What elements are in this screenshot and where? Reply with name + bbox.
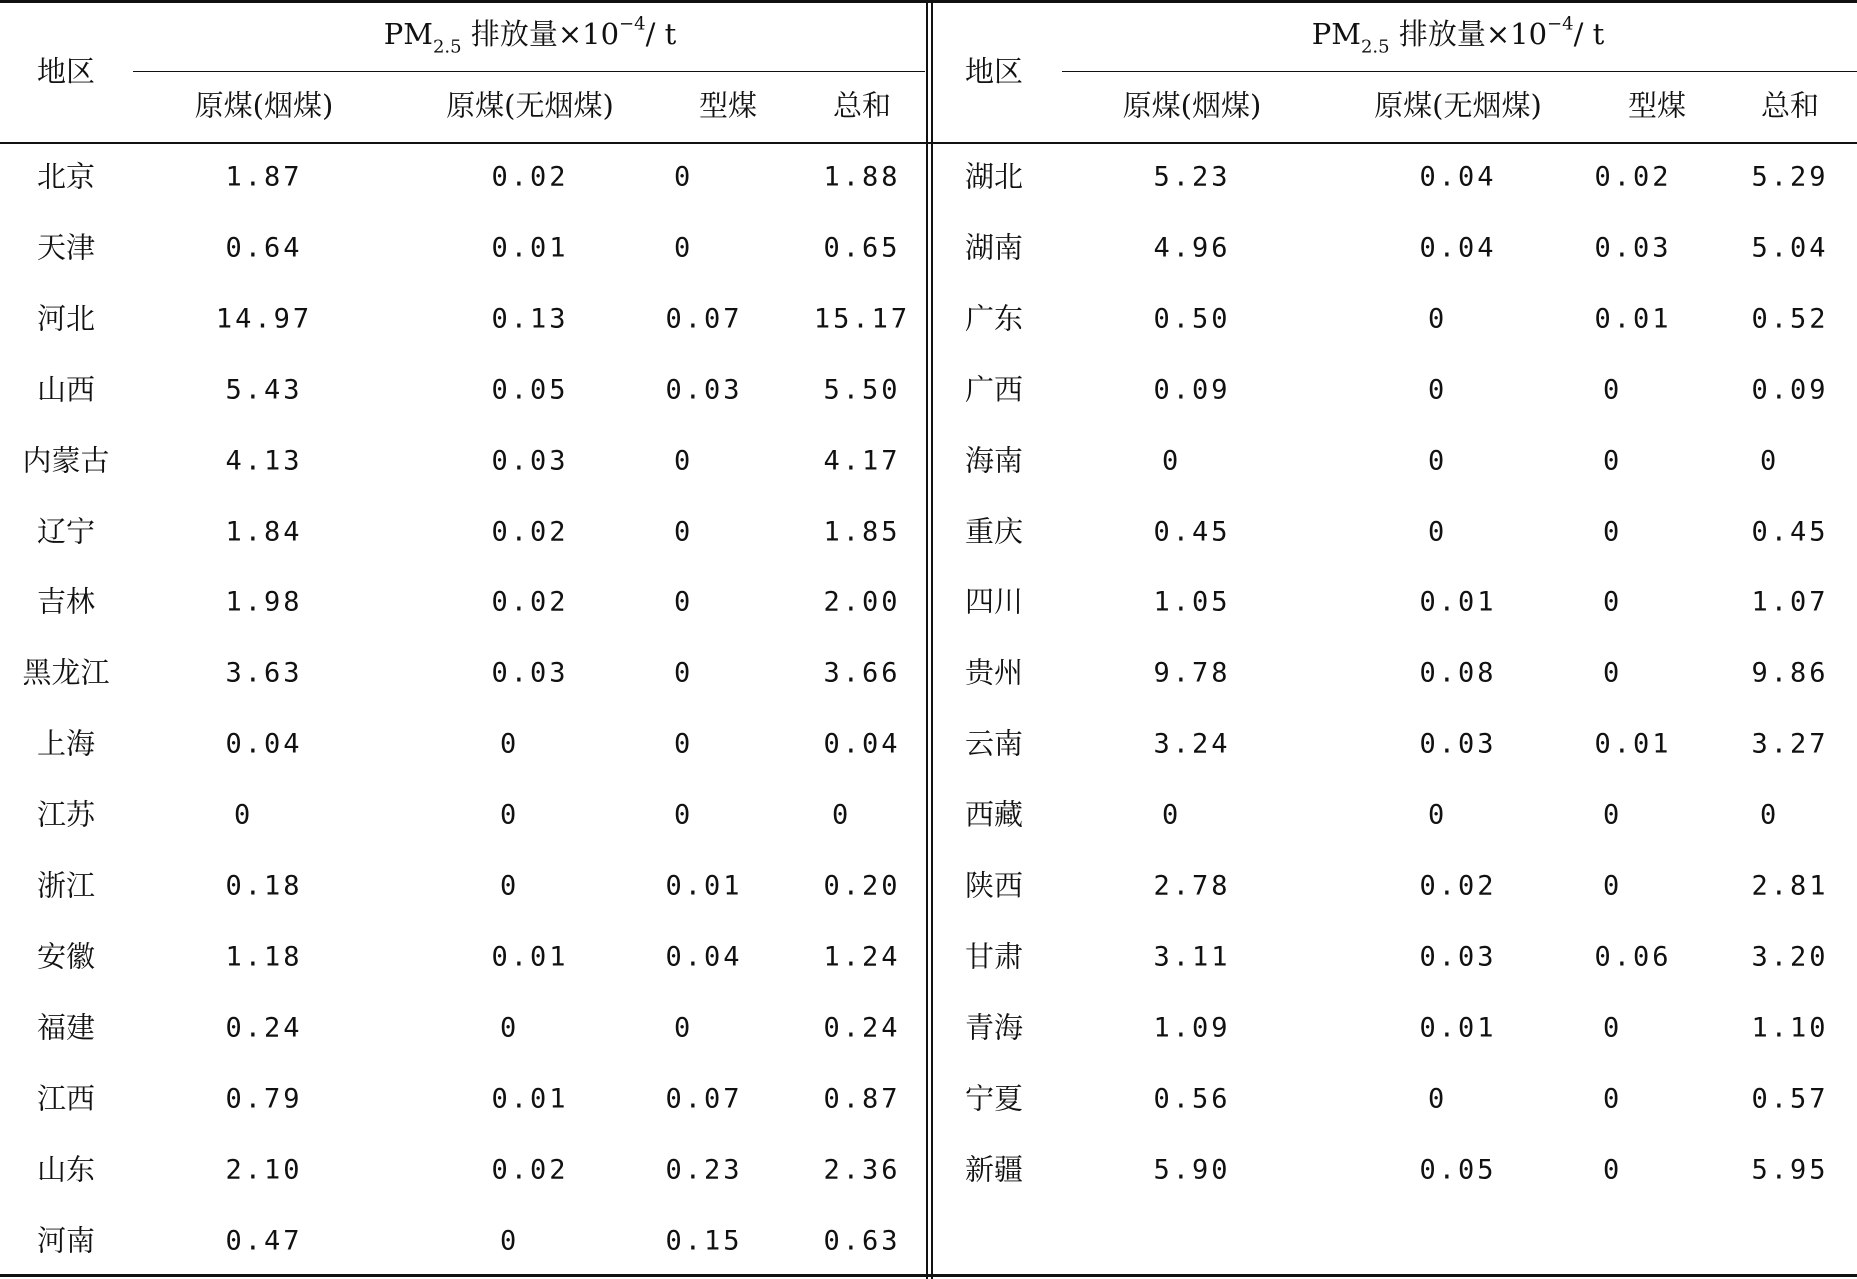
region-cell: 海南 — [964, 443, 1024, 478]
region-cell: 青海 — [964, 1010, 1024, 1045]
briquette-value-cell: 0.01 — [665, 870, 743, 902]
region-cell: 陕西 — [964, 868, 1024, 903]
left-group-title: $PM_{2.5}$ 排放量$\times 10^{-4}/$ t — [383, 13, 677, 58]
briquette-value-cell: 0.04 — [665, 941, 743, 973]
anthracite-value-cell: 0.03 — [1419, 728, 1497, 760]
briquette-value-cell: 0.01 — [1594, 303, 1672, 335]
table-top-rule — [0, 0, 1857, 3]
briquette-value-cell: 0.01 — [1594, 728, 1672, 760]
briquette-value-cell: 0 — [1603, 657, 1623, 689]
anthracite-value-cell: 0 — [500, 870, 520, 902]
anthracite-value-cell: 0.04 — [1419, 161, 1497, 193]
left-col-bituminous-header: 原煤(烟煤) — [194, 88, 334, 123]
briquette-value-cell: 0.07 — [665, 1083, 743, 1115]
right-group-title: $PM_{2.5}$ 排放量$\times 10^{-4}/$ t — [1311, 13, 1605, 58]
briquette-value-cell: 0 — [1603, 799, 1623, 831]
briquette-value-cell: 0 — [674, 516, 694, 547]
bituminous-value-cell: 0.50 — [1153, 303, 1231, 335]
total-value-cell: 1.85 — [823, 516, 901, 547]
anthracite-value-cell: 0.01 — [1419, 1012, 1497, 1044]
bituminous-value-cell: 2.10 — [225, 1154, 303, 1186]
region-cell: 重庆 — [964, 514, 1024, 548]
anthracite-value-cell: 0.08 — [1419, 657, 1497, 689]
briquette-value-cell: 0 — [1603, 374, 1623, 406]
region-cell: 湖南 — [964, 230, 1024, 265]
total-value-cell: 0.24 — [823, 1012, 901, 1044]
total-value-cell: 2.36 — [823, 1154, 901, 1186]
total-value-cell: 0.65 — [823, 232, 901, 264]
header-bottom-rule — [0, 142, 1857, 144]
briquette-value-cell: 0 — [674, 161, 694, 193]
bituminous-value-cell: 4.13 — [225, 445, 303, 477]
briquette-value-cell: 0 — [1603, 1083, 1623, 1115]
total-value-cell: 0.57 — [1751, 1083, 1829, 1115]
total-value-cell: 0.20 — [823, 870, 901, 902]
briquette-value-cell: 0.23 — [665, 1154, 743, 1186]
bituminous-value-cell: 3.11 — [1153, 941, 1231, 973]
bituminous-value-cell: 1.09 — [1153, 1012, 1231, 1044]
total-value-cell: 0.63 — [823, 1225, 901, 1256]
bituminous-value-cell: 0 — [1162, 445, 1182, 477]
left-col-total-header: 总和 — [832, 88, 892, 123]
total-value-cell: 5.29 — [1751, 161, 1829, 193]
anthracite-value-cell: 0 — [1428, 445, 1448, 477]
center-divider-right — [931, 0, 933, 1279]
bituminous-value-cell: 4.96 — [1153, 232, 1231, 264]
region-cell: 上海 — [36, 726, 96, 761]
briquette-value-cell: 0.07 — [665, 303, 743, 335]
region-cell: 内蒙古 — [22, 443, 110, 478]
anthracite-value-cell: 0 — [1428, 799, 1448, 831]
briquette-value-cell: 0 — [1603, 1154, 1623, 1186]
region-cell: 广西 — [964, 372, 1024, 407]
briquette-value-cell: 0 — [674, 1012, 694, 1044]
right-header-subrule — [1062, 71, 1857, 72]
total-value-cell: 4.17 — [823, 445, 901, 477]
briquette-value-cell: 0 — [1603, 870, 1623, 902]
anthracite-value-cell: 0.04 — [1419, 232, 1497, 264]
briquette-value-cell: 0 — [1603, 445, 1623, 477]
region-cell: 甘肃 — [964, 939, 1024, 974]
bituminous-value-cell: 9.78 — [1153, 657, 1231, 689]
region-cell: 广东 — [964, 301, 1024, 336]
anthracite-value-cell: 0.02 — [1419, 870, 1497, 902]
total-value-cell: 0 — [1760, 445, 1780, 477]
anthracite-value-cell: 0.03 — [1419, 941, 1497, 973]
region-cell: 贵州 — [964, 655, 1024, 690]
left-col-anthracite-header: 原煤(无烟煤) — [446, 88, 614, 123]
region-cell: 黑龙江 — [22, 655, 110, 690]
anthracite-value-cell: 0.01 — [491, 941, 569, 973]
region-cell: 辽宁 — [36, 514, 96, 548]
bituminous-value-cell: 14.97 — [215, 303, 313, 335]
bituminous-value-cell: 0.24 — [225, 1012, 303, 1044]
briquette-value-cell: 0.03 — [1594, 232, 1672, 264]
bituminous-value-cell: 1.18 — [225, 941, 303, 973]
table-bottom-rule — [0, 1274, 1857, 1277]
total-value-cell: 15.17 — [813, 303, 911, 335]
total-value-cell: 0.09 — [1751, 374, 1829, 406]
bituminous-value-cell: 3.24 — [1153, 728, 1231, 760]
anthracite-value-cell: 0 — [1428, 1083, 1448, 1115]
total-value-cell: 0.45 — [1751, 516, 1829, 547]
right-col-briquette-header: 型煤 — [1627, 88, 1687, 123]
region-cell: 天津 — [36, 230, 96, 265]
region-cell: 宁夏 — [964, 1081, 1024, 1116]
total-value-cell: 3.20 — [1751, 941, 1829, 973]
anthracite-value-cell: 0 — [500, 1225, 520, 1256]
total-value-cell: 0.87 — [823, 1083, 901, 1115]
total-value-cell: 5.95 — [1751, 1154, 1829, 1186]
briquette-value-cell: 0 — [674, 799, 694, 831]
briquette-value-cell: 0 — [674, 232, 694, 264]
bituminous-value-cell: 1.98 — [225, 586, 303, 618]
bituminous-value-cell: 0.47 — [225, 1225, 303, 1256]
anthracite-value-cell: 0.01 — [1419, 586, 1497, 618]
briquette-value-cell: 0 — [674, 445, 694, 477]
total-value-cell: 5.04 — [1751, 232, 1829, 264]
region-cell: 吉林 — [36, 584, 96, 619]
total-value-cell: 0.52 — [1751, 303, 1829, 335]
right-region-header: 地区 — [964, 54, 1024, 89]
region-cell: 山东 — [36, 1152, 96, 1187]
right-col-total-header: 总和 — [1760, 88, 1820, 123]
briquette-value-cell: 0.15 — [665, 1225, 743, 1256]
anthracite-value-cell: 0.13 — [491, 303, 569, 335]
total-value-cell: 3.27 — [1751, 728, 1829, 760]
anthracite-value-cell: 0.01 — [491, 232, 569, 264]
bituminous-value-cell: 0.79 — [225, 1083, 303, 1115]
bituminous-value-cell: 5.23 — [1153, 161, 1231, 193]
region-cell: 江苏 — [36, 797, 96, 832]
region-cell: 安徽 — [36, 939, 96, 974]
total-value-cell: 1.88 — [823, 161, 901, 193]
region-cell: 山西 — [36, 372, 96, 407]
bituminous-value-cell: 0.18 — [225, 870, 303, 902]
region-cell: 新疆 — [964, 1152, 1024, 1187]
total-value-cell: 0 — [1760, 799, 1780, 831]
bituminous-value-cell: 1.87 — [225, 161, 303, 193]
total-value-cell: 3.66 — [823, 657, 901, 689]
total-value-cell: 2.00 — [823, 586, 901, 618]
bituminous-value-cell: 0.56 — [1153, 1083, 1231, 1115]
bituminous-value-cell: 5.90 — [1153, 1154, 1231, 1186]
total-value-cell: 0 — [832, 799, 852, 831]
bituminous-value-cell: 5.43 — [225, 374, 303, 406]
bituminous-value-cell: 1.84 — [225, 516, 303, 547]
anthracite-value-cell: 0 — [500, 728, 520, 760]
bituminous-value-cell: 0 — [1162, 799, 1182, 831]
briquette-value-cell: 0 — [674, 657, 694, 689]
anthracite-value-cell: 0 — [500, 1012, 520, 1044]
anthracite-value-cell: 0.05 — [1419, 1154, 1497, 1186]
bituminous-value-cell: 0.04 — [225, 728, 303, 760]
region-cell: 浙江 — [36, 868, 96, 903]
briquette-value-cell: 0 — [674, 728, 694, 760]
anthracite-value-cell: 0.02 — [491, 586, 569, 618]
anthracite-value-cell: 0.03 — [491, 657, 569, 689]
region-cell: 福建 — [36, 1010, 96, 1045]
briquette-value-cell: 0 — [674, 586, 694, 618]
anthracite-value-cell: 0 — [500, 799, 520, 831]
bituminous-value-cell: 2.78 — [1153, 870, 1231, 902]
region-cell: 河南 — [36, 1223, 96, 1257]
region-cell: 湖北 — [964, 159, 1024, 194]
bituminous-value-cell: 0.45 — [1153, 516, 1231, 547]
briquette-value-cell: 0.02 — [1594, 161, 1672, 193]
right-col-anthracite-header: 原煤(无烟煤) — [1374, 88, 1542, 123]
center-divider-left — [926, 0, 928, 1279]
total-value-cell: 1.07 — [1751, 586, 1829, 618]
briquette-value-cell: 0 — [1603, 1012, 1623, 1044]
left-region-header: 地区 — [36, 54, 96, 89]
anthracite-value-cell: 0 — [1428, 516, 1448, 547]
region-cell: 西藏 — [964, 797, 1024, 832]
anthracite-value-cell: 0.01 — [491, 1083, 569, 1115]
anthracite-value-cell: 0.03 — [491, 445, 569, 477]
anthracite-value-cell: 0.02 — [491, 516, 569, 547]
bituminous-value-cell: 0.64 — [225, 232, 303, 264]
region-cell: 北京 — [36, 159, 96, 194]
anthracite-value-cell: 0.02 — [491, 161, 569, 193]
left-col-briquette-header: 型煤 — [698, 88, 758, 123]
anthracite-value-cell: 0 — [1428, 303, 1448, 335]
anthracite-value-cell: 0.02 — [491, 1154, 569, 1186]
bituminous-value-cell: 1.05 — [1153, 586, 1231, 618]
briquette-value-cell: 0 — [1603, 516, 1623, 547]
total-value-cell: 2.81 — [1751, 870, 1829, 902]
left-header-subrule — [133, 71, 925, 72]
bituminous-value-cell: 3.63 — [225, 657, 303, 689]
region-cell: 云南 — [964, 726, 1024, 761]
region-cell: 河北 — [36, 301, 96, 336]
total-value-cell: 1.10 — [1751, 1012, 1829, 1044]
total-value-cell: 1.24 — [823, 941, 901, 973]
bituminous-value-cell: 0 — [234, 799, 254, 831]
total-value-cell: 5.50 — [823, 374, 901, 406]
anthracite-value-cell: 0 — [1428, 374, 1448, 406]
anthracite-value-cell: 0.05 — [491, 374, 569, 406]
briquette-value-cell: 0 — [1603, 586, 1623, 618]
total-value-cell: 0.04 — [823, 728, 901, 760]
right-col-bituminous-header: 原煤(烟煤) — [1122, 88, 1262, 123]
briquette-value-cell: 0.03 — [665, 374, 743, 406]
total-value-cell: 9.86 — [1751, 657, 1829, 689]
region-cell: 四川 — [964, 584, 1024, 619]
bituminous-value-cell: 0.09 — [1153, 374, 1231, 406]
briquette-value-cell: 0.06 — [1594, 941, 1672, 973]
region-cell: 江西 — [36, 1081, 96, 1116]
